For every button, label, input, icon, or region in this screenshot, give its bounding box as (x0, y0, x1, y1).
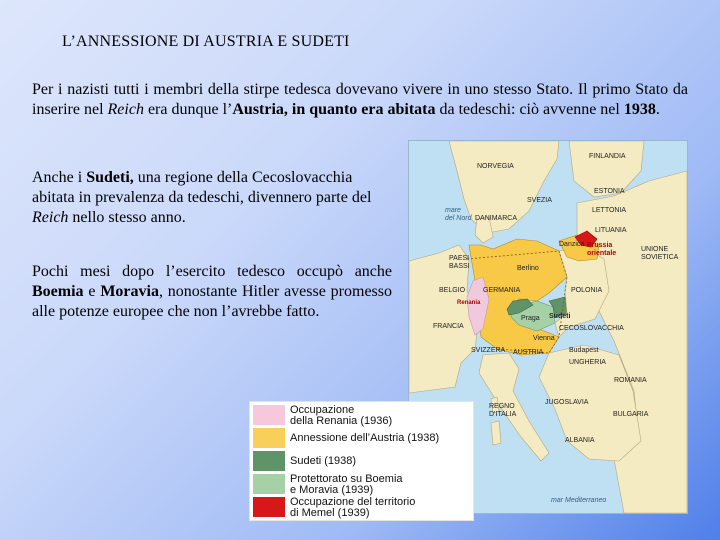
label-sudeti: Sudeti (549, 313, 571, 320)
label-renania: Renania (457, 300, 481, 306)
text-segment: una regione della Cecoslovacchia abitata in prevalenza da tedeschi, divennero parte del (32, 169, 372, 206)
label-vienna: Vienna (533, 335, 555, 342)
legend-label: Occupazione della Renania (1936) (290, 404, 393, 427)
paragraph-austria (32, 80, 688, 120)
label-danzica: Danzica (559, 241, 585, 248)
legend-item-memel (253, 497, 471, 517)
label-praga: Praga (521, 315, 540, 322)
island-sardinia (491, 421, 501, 445)
text-segment: Pochi mesi dopo l’esercito tedesco occupò anche (32, 263, 392, 280)
legend-label: Annessione dell’Austria (1938) (290, 432, 440, 444)
text-segment: Reich (32, 209, 69, 226)
legend-swatch (253, 451, 285, 471)
legend-item-sudeti (253, 451, 471, 471)
label-mare-del-nord: mare del Nord (445, 207, 472, 222)
text-segment: Sudeti, (86, 169, 134, 186)
legend-swatch (253, 405, 285, 425)
text-segment: era dunque l’ (143, 101, 233, 118)
text-segment: Austria, in quanto era abitata (232, 101, 436, 118)
label-jugoslavia: JUGOSLAVIA (545, 399, 589, 406)
text-segment: Reich (107, 101, 144, 118)
label-danimarca: DANIMARCA (475, 215, 518, 222)
label-paesi-bassi: PAESI BASSI (449, 255, 470, 270)
label-polonia: POLONIA (571, 287, 603, 294)
text-segment: Anche i (32, 169, 87, 186)
label-austria: AUSTRIA (513, 349, 544, 356)
label-cecoslovacchia: CECOSLOVACCHIA (559, 325, 624, 332)
text-segment: , nonostante Hitler avesse promesso alle potenze europee che non l’avrebbe fatto. (32, 283, 392, 320)
label-romania: ROMANIA (614, 377, 647, 384)
text-segment: Per i nazisti tutti i membri della stirpe tedesca dovevano vivere in uno stesso Stato. Il primo Stato da inserire nel (32, 81, 688, 118)
slide-title: L’ANNESSIONE DI AUSTRIA E SUDETI (62, 33, 350, 50)
text-segment: . (655, 101, 660, 118)
map-legend (249, 401, 474, 521)
paragraph-sudeti (32, 168, 392, 228)
legend-item-protettorato (253, 474, 471, 494)
legend-item-renania (253, 405, 471, 425)
label-ungheria: UNGHERIA (569, 359, 606, 366)
text-segment: Boemia (32, 283, 84, 300)
label-finlandia: FINLANDIA (589, 153, 626, 160)
label-svezia: SVEZIA (527, 197, 552, 204)
legend-swatch (253, 497, 285, 517)
label-norvegia: NORVEGIA (477, 163, 514, 170)
label-germania: GERMANIA (483, 287, 521, 294)
legend-label: Protettorato su Boemia e Moravia (1939) (290, 473, 403, 496)
text-segment: e (83, 283, 101, 300)
text-segment: da tedeschi: ciò avvenne nel (435, 101, 624, 118)
legend-item-austria (253, 428, 471, 448)
label-unione-sovietica: UNIONE SOVIETICA (641, 246, 679, 261)
label-francia: FRANCIA (433, 323, 464, 330)
label-prussia-orientale: Prussia orientale (587, 242, 617, 257)
label-albania: ALBANIA (565, 437, 595, 444)
text-segment: Moravia (100, 283, 159, 300)
text-segment: nello stesso anno. (68, 209, 186, 226)
label-bulgaria: BULGARIA (613, 411, 649, 418)
label-berlino: Berlino (517, 265, 539, 272)
label-regno-italia: REGNO D'ITALIA (489, 403, 517, 418)
east-land (577, 171, 687, 513)
text-segment: 1938 (623, 101, 656, 118)
label-estonia: ESTONIA (594, 188, 625, 195)
legend-label: Sudeti (1938) (290, 455, 357, 467)
legend-swatch (253, 428, 285, 448)
paragraph-boemia-moravia (32, 262, 392, 322)
legend-label: Occupazione del territorio di Memel (1939) (290, 496, 416, 519)
label-budapest: Budapest (569, 347, 599, 354)
label-mar-mediterraneo: mar Mediterraneo (551, 497, 607, 504)
label-belgio: BELGIO (439, 287, 466, 294)
label-lettonia: LETTONIA (592, 207, 627, 214)
label-svizzera: SVIZZERA (471, 347, 506, 354)
legend-swatch (253, 474, 285, 494)
label-lituania: LITUANIA (595, 227, 627, 234)
